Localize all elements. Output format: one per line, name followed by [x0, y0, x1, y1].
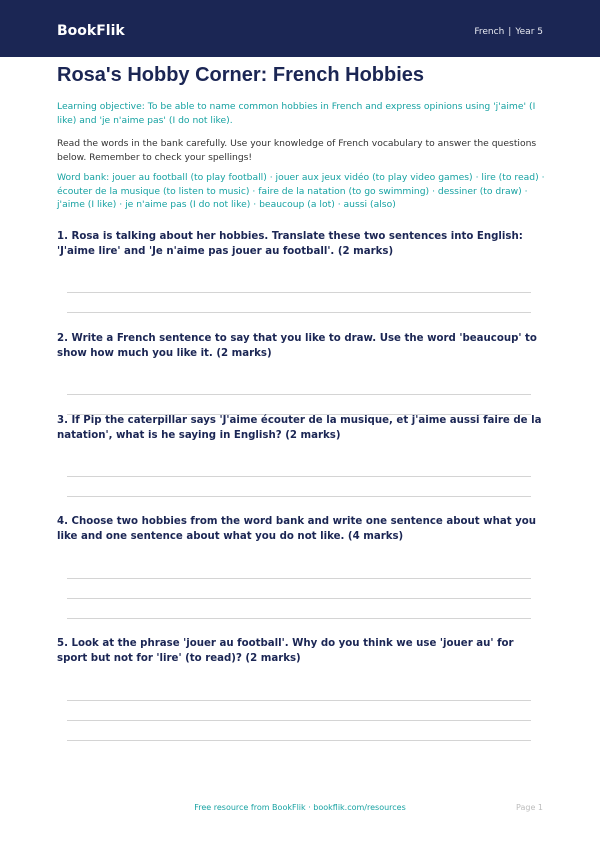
question-4: 4. Choose two hobbies from the word bank and write one sentence about what you like and one sentence about what you do not like. (4 marks)	[57, 516, 537, 542]
answer-line[interactable]	[67, 720, 531, 721]
answer-line[interactable]	[67, 740, 531, 741]
answer-line[interactable]	[67, 598, 531, 599]
answer-line[interactable]	[67, 496, 531, 497]
page-title: Rosa's Hobby Corner: French Hobbies	[57, 64, 425, 86]
question-1: 1. Rosa is talking about her hobbies. Translate these two sentences into English: 'J'aime lire' and 'Je n'aime pas jouer au football'. (2 marks)	[57, 231, 523, 257]
answer-line[interactable]	[67, 394, 531, 395]
year-label: Year 5	[515, 27, 543, 37]
answer-line[interactable]	[67, 578, 531, 579]
question-2: 2. Write a French sentence to say that you like to draw. Use the word 'beaucoup' to show how much you like it. (2 marks)	[57, 333, 537, 359]
answer-line[interactable]	[67, 618, 531, 619]
question-5: 5. Look at the phrase 'jouer au football'. Why do you think we use 'jouer au' for sport but not for 'lire' (to read)? (2 marks)	[57, 638, 514, 664]
page-number: Page 1	[516, 803, 543, 812]
answer-line[interactable]	[67, 476, 531, 477]
question-3: 3. If Pip the caterpillar says 'J'aime écouter de la musique, et j'aime aussi faire de la natation', what is he saying in English? (2 marks)	[57, 415, 542, 441]
footer-link[interactable]: Free resource from BookFlik · bookflik.com/resources	[194, 803, 406, 812]
answer-line[interactable]	[67, 292, 531, 293]
header-separator: |	[508, 27, 512, 37]
answer-line[interactable]	[67, 700, 531, 701]
page-header	[0, 0, 600, 57]
instructions: Read the words in the bank carefully. Use your knowledge of French vocabulary to answer the questions below. Remember to check your spellings!	[57, 138, 537, 163]
brand-logo: BookFlik	[57, 23, 125, 39]
header-meta	[474, 27, 543, 37]
word-bank: Word bank: jouer au football (to play football) · jouer aux jeux vidéo (to play video games) · lire (to read) · écouter de la musique (to listen to music) · faire de la natation (to go swimming) · dessiner (to draw) · j'aime (I like) · je n'aime pas (I do not like) · beaucoup (a lot) · aussi (also)	[57, 172, 545, 210]
subject-label: French	[474, 27, 505, 37]
answer-line[interactable]	[67, 312, 531, 313]
learning-objective: Learning objective: To be able to name common hobbies in French and express opinions using 'j'aime' (I like) and 'je n'aime pas' (I do not like).	[57, 101, 536, 126]
